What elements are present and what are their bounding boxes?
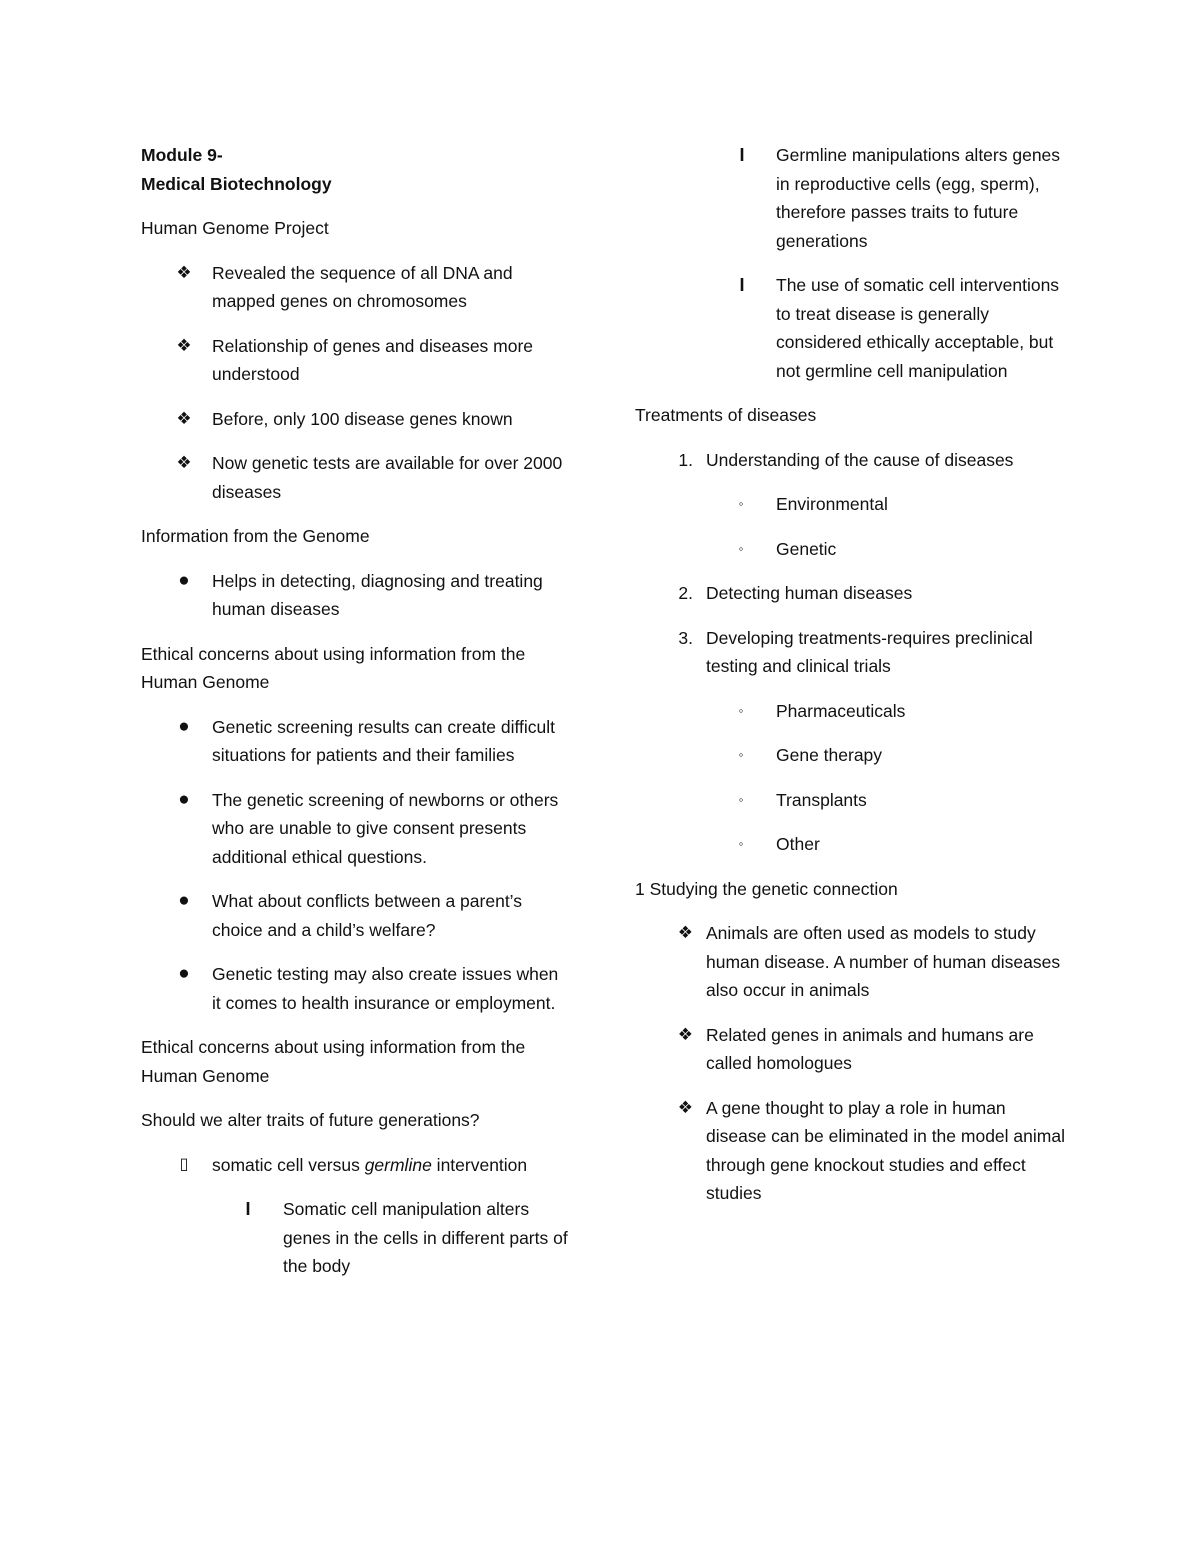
circle-bullet-icon: ◦ [738,540,744,556]
diamond-bullet-icon: ❖ [176,453,192,472]
circle-bullet-icon: ◦ [738,496,744,511]
bar-bullet-icon: I [739,145,745,165]
sub-item: ◦ Gene therapy [635,741,1065,770]
hgp-item: ❖ Relationship of genes and diseases more understood [141,332,571,389]
diamond-bullet-icon: ❖ [176,262,192,282]
circle-bullet-icon: ◦ [738,747,744,762]
ethics-item: ● What about conflicts between a parent’s choice and a child’s welfare? [141,887,571,944]
list-number: 2. [678,583,693,603]
dot-bullet-icon: ● [178,569,190,591]
list-number: 3. [678,627,693,648]
ethics-heading: Ethical concerns about using information from the Human Genome [141,643,526,692]
bar-bullet-icon: I [245,1199,251,1219]
ethics-item: ● The genetic screening of newborns or others who are unable to give consent presents additional ethical questions. [141,786,571,872]
hgp-item: ❖ Before, only 100 disease genes known [141,405,571,434]
circle-bullet-icon: ◦ [738,836,744,851]
hgp-item: ❖ Now genetic tests are available for over 2000 diseases [141,449,571,506]
ethics-item: ● Genetic screening results can create difficult situations for patients and their families [141,713,571,770]
hgp-heading: Human Genome Project [141,218,329,238]
diamond-bullet-icon: ❖ [176,408,192,428]
sub-item: ◦ Genetic [635,535,1065,564]
info-item: ● Helps in detecting, diagnosing and treating human diseases [141,567,571,624]
question-text: Should we alter traits of future generations? [141,1110,480,1130]
ethics-heading: Ethical concerns about using information from the Human Genome [141,1037,526,1086]
germline-item: I The use of somatic cell interventions to treat disease is generally considered ethically acceptable, but not germline cell manipulation [635,271,1065,385]
somatic-item: I Somatic cell manipulation alters genes in the cells in different parts of the body [141,1195,571,1281]
module-title: Module 9- [141,145,223,165]
intervention-item: ▯ somatic cell versus germline intervention [141,1151,571,1180]
diamond-bullet-icon: ❖ [677,1024,693,1044]
sub-item: ◦ Environmental [635,490,1065,519]
square-bullet-icon: ▯ [179,1155,189,1173]
studying-item: ❖ A gene thought to play a role in human disease can be eliminated in the model animal through gene knockout studies and effect studies [635,1094,1065,1208]
dot-bullet-icon: ● [178,715,190,737]
dot-bullet-icon: ● [178,890,190,911]
circle-bullet-icon: ◦ [738,791,744,807]
numbered-item: 2. Detecting human diseases [635,579,1065,608]
numbered-item: 3. Developing treatments-requires preclinical testing and clinical trials [635,624,1065,681]
bar-bullet-icon: I [739,275,745,295]
module-subtitle: Medical Biotechnology [141,173,332,194]
sub-item: ◦ Pharmaceuticals [635,697,1065,726]
info-heading: Information from the Genome [141,526,370,546]
sub-item: ◦ Transplants [635,786,1065,815]
diamond-bullet-icon: ❖ [677,1097,693,1117]
hgp-item: ❖ Revealed the sequence of all DNA and mapped genes on chromosomes [141,259,571,316]
numbered-item: 1. Understanding of the cause of diseases [635,446,1065,475]
ethics-item: ● Genetic testing may also create issues when it comes to health insurance or employment. [141,960,571,1017]
sub-item: ◦ Other [635,830,1065,859]
dot-bullet-icon: ● [178,963,190,984]
treatments-heading: Treatments of diseases [635,405,817,425]
right-column [635,141,1065,1224]
germline-item: I Germline manipulations alters genes in reproductive cells (egg, sperm), therefore passes traits to future generations [635,141,1065,255]
studying-heading: 1 Studying the genetic connection [635,878,898,899]
studying-item: ❖ Animals are often used as models to study human disease. A number of human diseases also occur in animals [635,919,1065,1005]
diamond-bullet-icon: ❖ [677,923,693,942]
diamond-bullet-icon: ❖ [176,335,192,355]
list-number: 1. [678,449,693,470]
circle-bullet-icon: ◦ [738,702,744,718]
left-column [141,141,571,1297]
studying-item: ❖ Related genes in animals and humans are called homologues [635,1021,1065,1078]
dot-bullet-icon: ● [178,788,190,810]
